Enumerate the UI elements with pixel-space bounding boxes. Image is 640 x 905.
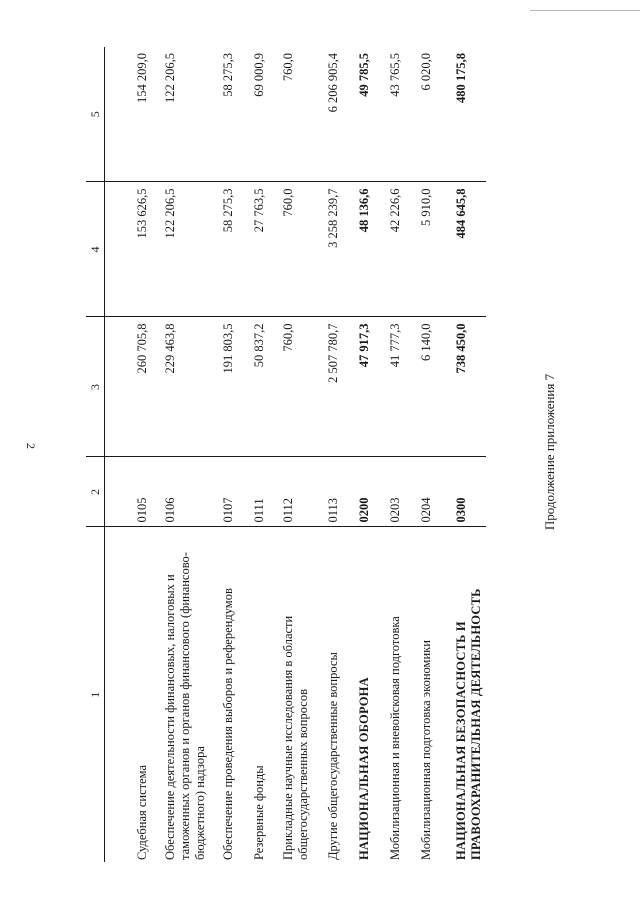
row-value-col5: 69 000,9: [238, 47, 268, 182]
table-row-section: [344, 47, 375, 862]
row-value-col3: 6 140,0: [406, 317, 441, 457]
row-name: Судебная система: [105, 527, 151, 862]
header-row: [86, 47, 105, 862]
table-row: [238, 47, 268, 862]
budget-table-container: [86, 47, 606, 862]
row-value-col4: 122 206,5: [150, 182, 208, 317]
table-row: [150, 47, 208, 862]
page-number: 2: [24, 443, 38, 449]
row-value-col3: 2 507 780,7: [313, 317, 344, 457]
header-col-4: 4: [86, 182, 105, 317]
row-value-col5: 6 020,0: [406, 47, 441, 182]
row-value-col3: 50 837,2: [238, 317, 268, 457]
row-value-col4: 27 763,5: [238, 182, 268, 317]
row-value-col4: 5 910,0: [406, 182, 441, 317]
row-value-col3: 760,0: [268, 317, 313, 457]
row-name: Другие общегосударственные вопросы: [313, 527, 344, 862]
row-value-col4: 760,0: [268, 182, 313, 317]
row-code: 0106: [150, 457, 208, 527]
row-value-col4: 3 258 239,7: [313, 182, 344, 317]
row-value-col5: 760,0: [268, 47, 313, 182]
row-value-col4: 153 626,5: [105, 182, 151, 317]
table-row: [105, 47, 151, 862]
scan-mark: [530, 10, 640, 11]
row-name: Обеспечение проведения выборов и референдумов: [208, 527, 238, 862]
row-value-col3: 41 777,3: [375, 317, 406, 457]
row-name: Обеспечение деятельности финансовых, налоговых и таможенных органов и органов финансового (финансово-бюджетного) надзора: [150, 527, 208, 862]
budget-table: [86, 47, 486, 862]
row-value-col3: 229 463,8: [150, 317, 208, 457]
header-col-5: 5: [86, 47, 105, 182]
row-value-col5: 49 785,5: [344, 47, 375, 182]
row-code: 0105: [105, 457, 151, 527]
row-name: Резервные фонды: [238, 527, 268, 862]
row-code: 0200: [344, 457, 375, 527]
section-name: НАЦИОНАЛЬНАЯ БЕЗОПАСНОСТЬ И ПРАВООХРАНИТЕЛЬНАЯ ДЕЯТЕЛЬНОСТЬ: [441, 527, 486, 862]
row-value-col3: 738 450,0: [441, 317, 486, 457]
row-value-col3: 47 917,3: [344, 317, 375, 457]
row-value-col5: 6 206 905,4: [313, 47, 344, 182]
header-col-3: 3: [86, 317, 105, 457]
row-code: 0300: [441, 457, 486, 527]
header-col-1: 1: [86, 527, 105, 862]
row-name: Прикладные научные исследования в области общегосударственных вопросов: [268, 527, 313, 862]
header-col-2: 2: [86, 457, 105, 527]
table-row: [268, 47, 313, 862]
row-code: 0113: [313, 457, 344, 527]
row-value-col5: 58 275,3: [208, 47, 238, 182]
row-value-col5: 122 206,5: [150, 47, 208, 182]
row-value-col4: 42 226,6: [375, 182, 406, 317]
row-value-col4: 58 275,3: [208, 182, 238, 317]
row-code: 0112: [268, 457, 313, 527]
row-code: 0107: [208, 457, 238, 527]
table-row: [313, 47, 344, 862]
row-code: 0204: [406, 457, 441, 527]
row-value-col5: 480 175,8: [441, 47, 486, 182]
row-code: 0203: [375, 457, 406, 527]
row-value-col5: 154 209,0: [105, 47, 151, 182]
table-row: [406, 47, 441, 862]
row-value-col3: 191 803,5: [208, 317, 238, 457]
row-value-col4: 48 136,6: [344, 182, 375, 317]
row-code: 0111: [238, 457, 268, 527]
table-row-section: [441, 47, 486, 862]
row-value-col4: 484 645,8: [441, 182, 486, 317]
row-name: Мобилизационная и вневойсковая подготовка: [375, 527, 406, 862]
section-name: НАЦИОНАЛЬНАЯ ОБОРОНА: [344, 527, 375, 862]
table-row: [208, 47, 238, 862]
row-value-col5: 43 765,5: [375, 47, 406, 182]
table-row: [375, 47, 406, 862]
row-value-col3: 260 705,8: [105, 317, 151, 457]
appendix-caption: Продолжение приложения 7: [542, 373, 557, 531]
row-name: Мобилизационная подготовка экономики: [406, 527, 441, 862]
